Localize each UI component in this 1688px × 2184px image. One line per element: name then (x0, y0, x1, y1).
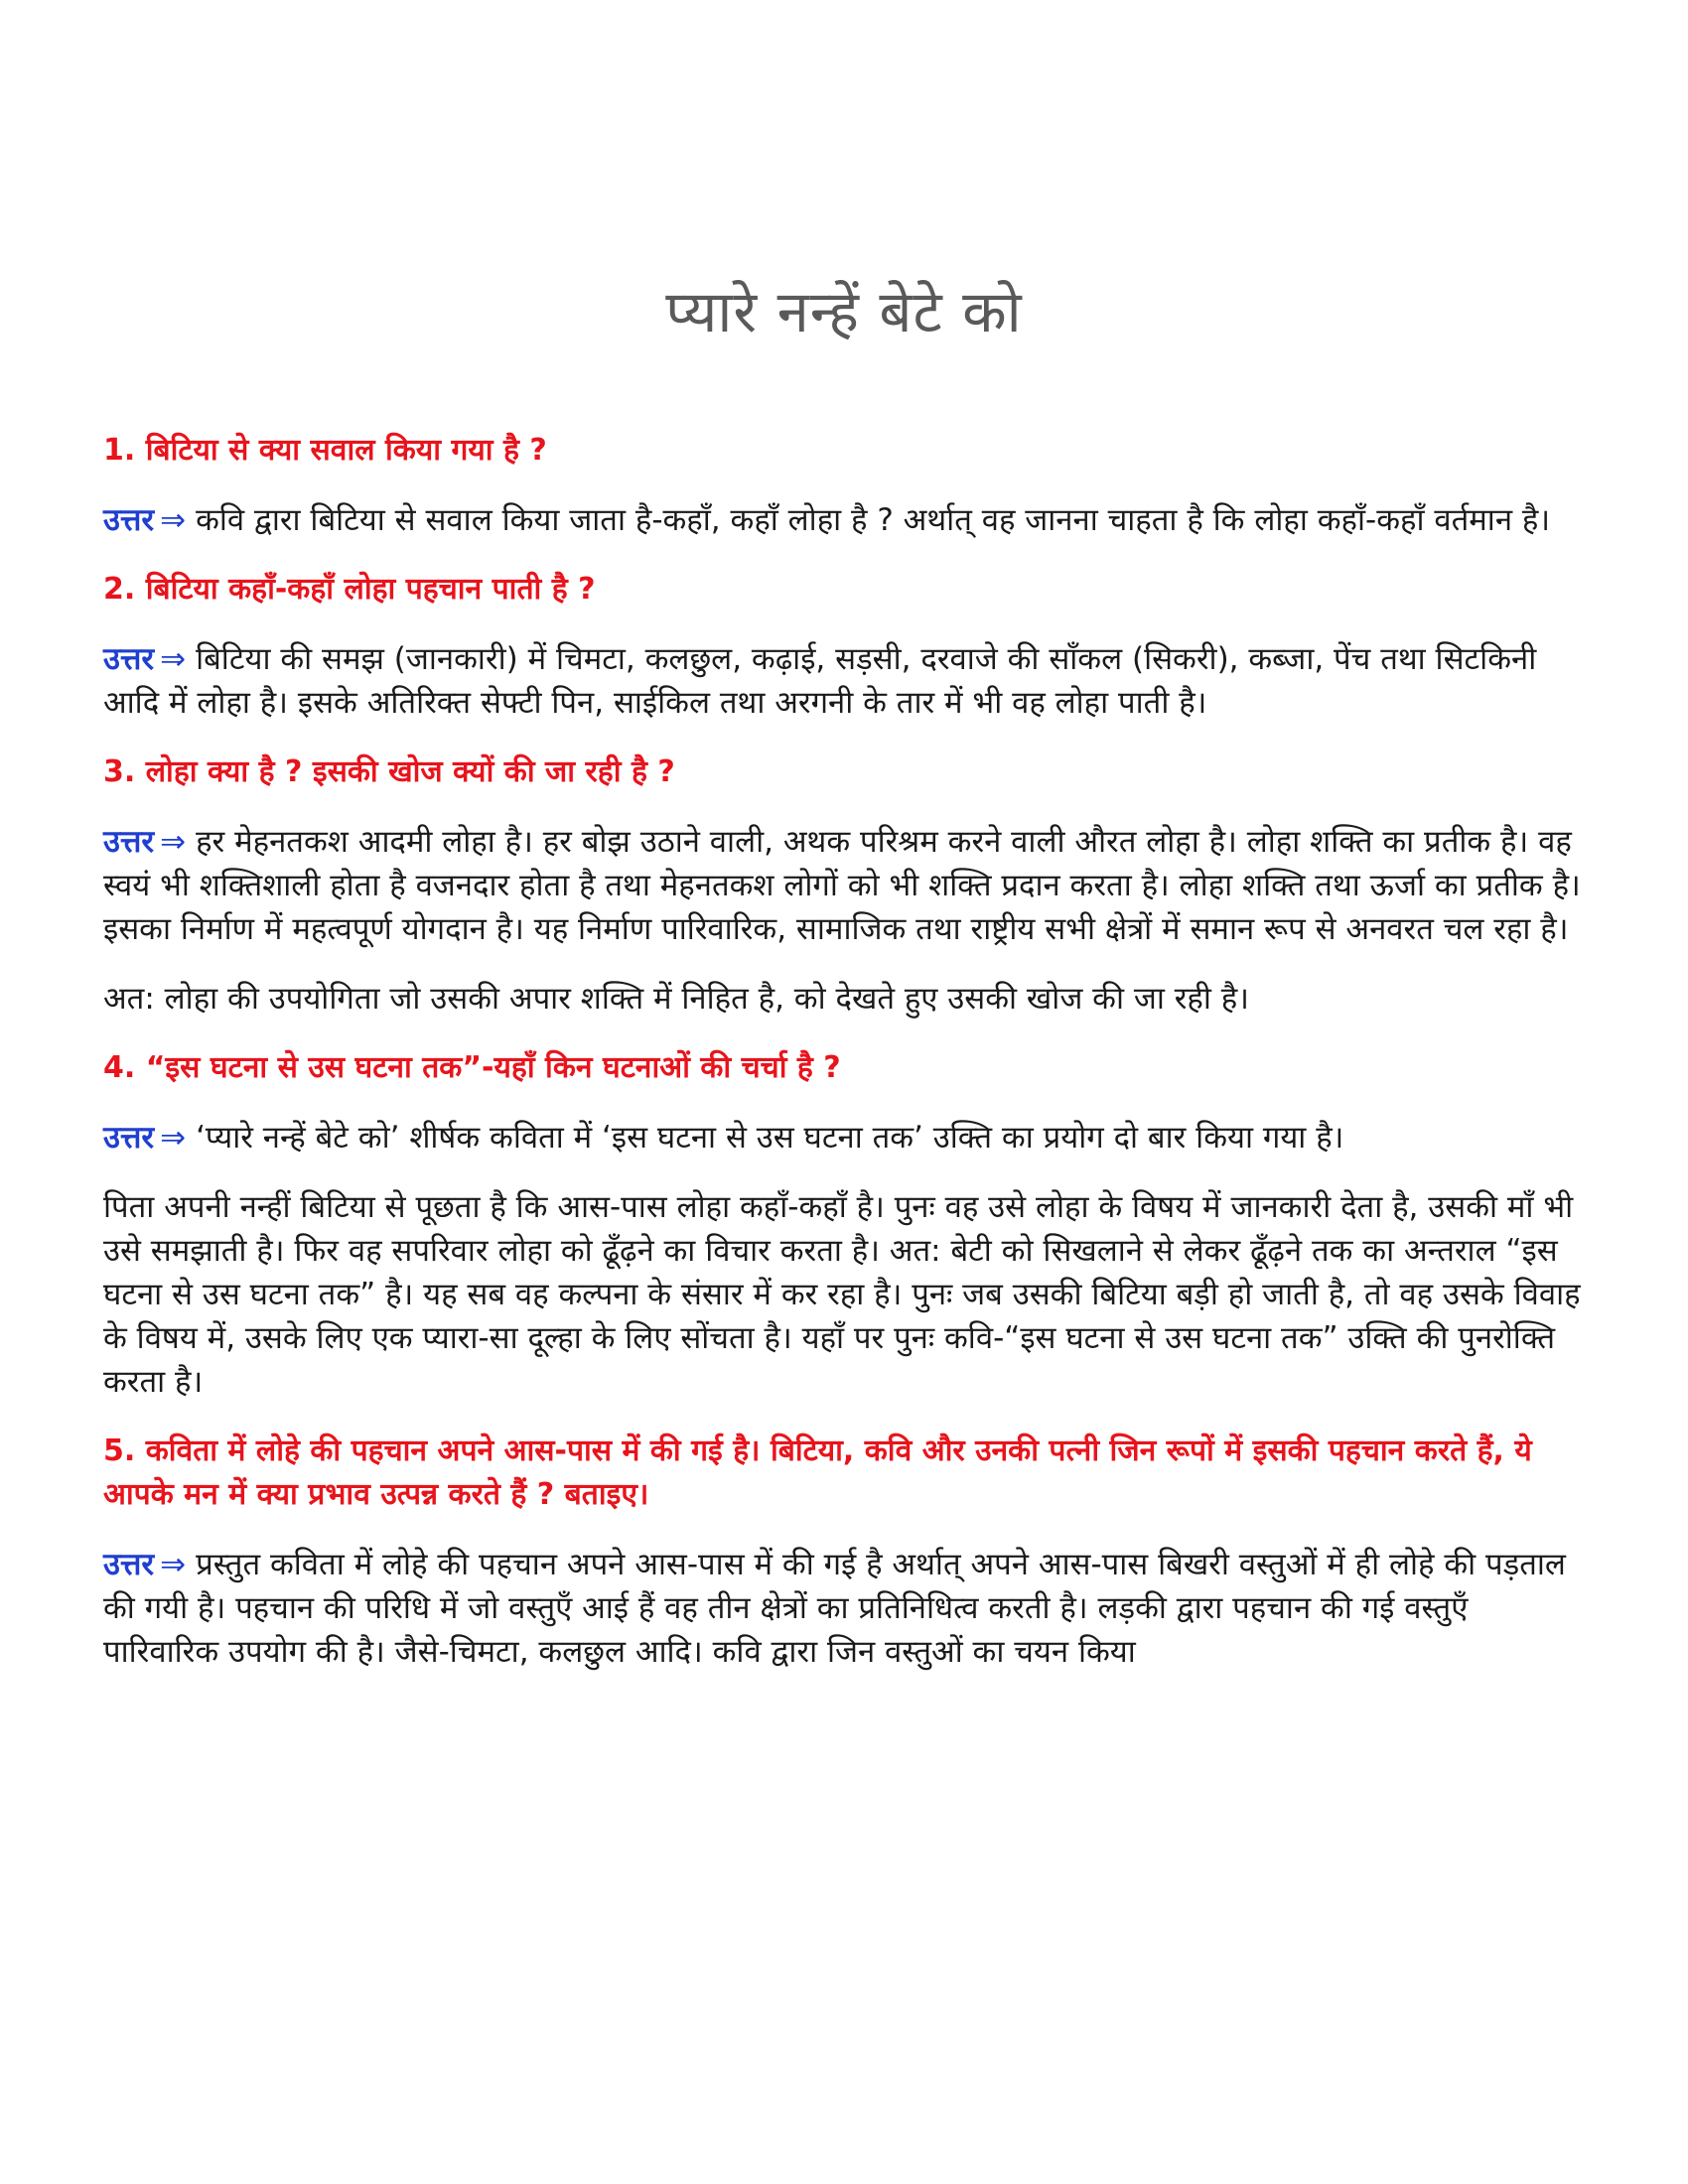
arrow-icon: ⇒ (160, 641, 187, 677)
answer-4 (103, 1116, 1593, 1160)
page-title: प्यारे नन्हें बेटे को (665, 278, 1023, 345)
answer-3 (103, 820, 1593, 951)
answer-label: उत्तर (103, 502, 155, 538)
answer-text: प्रस्तुत कविता में लोहे की पहचान अपने आस-पास में की गई है अर्थात् अपने आस-पास बिखरी वस्तुओं में ही लोहे की पड़ताल की गयी है। पहचान की परिधि में जो वस्तुएँ आई हैं वह तीन क्षेत्रों का प्रतिनिधित्व करती है। लड़की द्वारा पहचान की गई वस्तुएँ पारिवारिक उपयोग की है। जैसे-चिमटा, कलछुल आदि। कवि द्वारा जिन वस्तुओं का चयन किया (103, 1547, 1566, 1670)
answer-2 (103, 637, 1593, 725)
answer-text: ‘प्यारे नन्हें बेटे को’ शीर्षक कविता में ‘इस घटना से उस घटना तक’ उक्ति का प्रयोग दो बार किया गया है। (196, 1120, 1344, 1156)
answer-label: उत्तर (103, 824, 155, 860)
answer-text: बिटिया की समझ (जानकारी) में चिमटा, कलछुल, कढ़ाई, सड़सी, दरवाजे की साँकल (सिकरी), कब्जा, पेंच तथा सिटकिनी आदि में लोहा है। इसके अतिरिक्त सेफ्टी पिन, साईकिल तथा अरगनी के तार में भी वह लोहा पाती है। (103, 641, 1537, 721)
answer-4-continuation: पिता अपनी नन्हीं बिटिया से पूछता है कि आस-पास लोहा कहाँ-कहाँ है। पुनः वह उसे लोहा के विषय में जानकारी देता है, उसकी माँ भी उसे समझाती है। फिर वह सपरिवार लोहा को ढूँढ़ने का विचार करता है। अत: बेटी को सिखलाने से लेकर ढूँढ़ने तक का अन्तराल “इस घटना से उस घटना तक” है। यह सब वह कल्पना के संसार में कर रहा है। पुनः जब उसकी बिटिया बड़ी हो जाती है, तो वह उसके विवाह के विषय में, उसके लिए एक प्यारा-सा दूल्हा के लिए सोंचता है। यहाँ पर पुनः कवि-“इस घटना से उस घटना तक” उक्ति की पुनरोक्ति करता है। (103, 1189, 1581, 1400)
question-4: 4. “इस घटना से उस घटना तक”-यहाँ किन घटनाओं की चर्चा है ? (103, 1050, 841, 1085)
answer-label: उत्तर (103, 641, 155, 677)
answer-1 (103, 498, 1593, 542)
question-1: 1. बिटिया से क्या सवाल किया गया है ? (103, 433, 547, 468)
answer-label: उत्तर (103, 1547, 155, 1582)
answer-3-continuation: अत: लोहा की उपयोगिता जो उसकी अपार शक्ति में निहित है, को देखते हुए उसकी खोज की जा रही है। (103, 981, 1249, 1017)
arrow-icon: ⇒ (160, 824, 187, 860)
question-3: 3. लोहा क्या है ? इसकी खोज क्यों की जा रही है ? (103, 754, 675, 789)
answer-text: कवि द्वारा बिटिया से सवाल किया जाता है-कहाँ, कहाँ लोहा है ? अर्थात् वह जानना चाहता है कि लोहा कहाँ-कहाँ वर्तमान है। (196, 502, 1551, 538)
question-5: 5. कविता में लोहे की पहचान अपने आस-पास में की गई है। बिटिया, कवि और उनकी पत्नी जिन रूपों में इसकी पहचान करते हैं, ये आपके मन में क्या प्रभाव उत्पन्न करते हैं ? बताइए। (103, 1433, 1532, 1512)
arrow-icon: ⇒ (160, 1547, 187, 1582)
answer-5 (103, 1543, 1593, 1674)
qa-content (103, 429, 1593, 1700)
answer-label: उत्तर (103, 1120, 155, 1156)
arrow-icon: ⇒ (160, 502, 187, 538)
arrow-icon: ⇒ (160, 1120, 187, 1156)
question-2: 2. बिटिया कहाँ-कहाँ लोहा पहचान पाती है ? (103, 572, 596, 607)
answer-text: हर मेहनतकश आदमी लोहा है। हर बोझ उठाने वाली, अथक परिश्रम करने वाली औरत लोहा है। लोहा शक्ति का प्रतीक है। वह स्वयं भी शक्तिशाली होता है वजनदार होता है तथा मेहनतकश लोगों को भी शक्ति प्रदान करता है। लोहा शक्ति तथा ऊर्जा का प्रतीक है। इसका निर्माण में महत्वपूर्ण योगदान है। यह निर्माण पारिवारिक, सामाजिक तथा राष्ट्रीय सभी क्षेत्रों में समान रूप से अनवरत चल रहा है। (103, 824, 1581, 947)
